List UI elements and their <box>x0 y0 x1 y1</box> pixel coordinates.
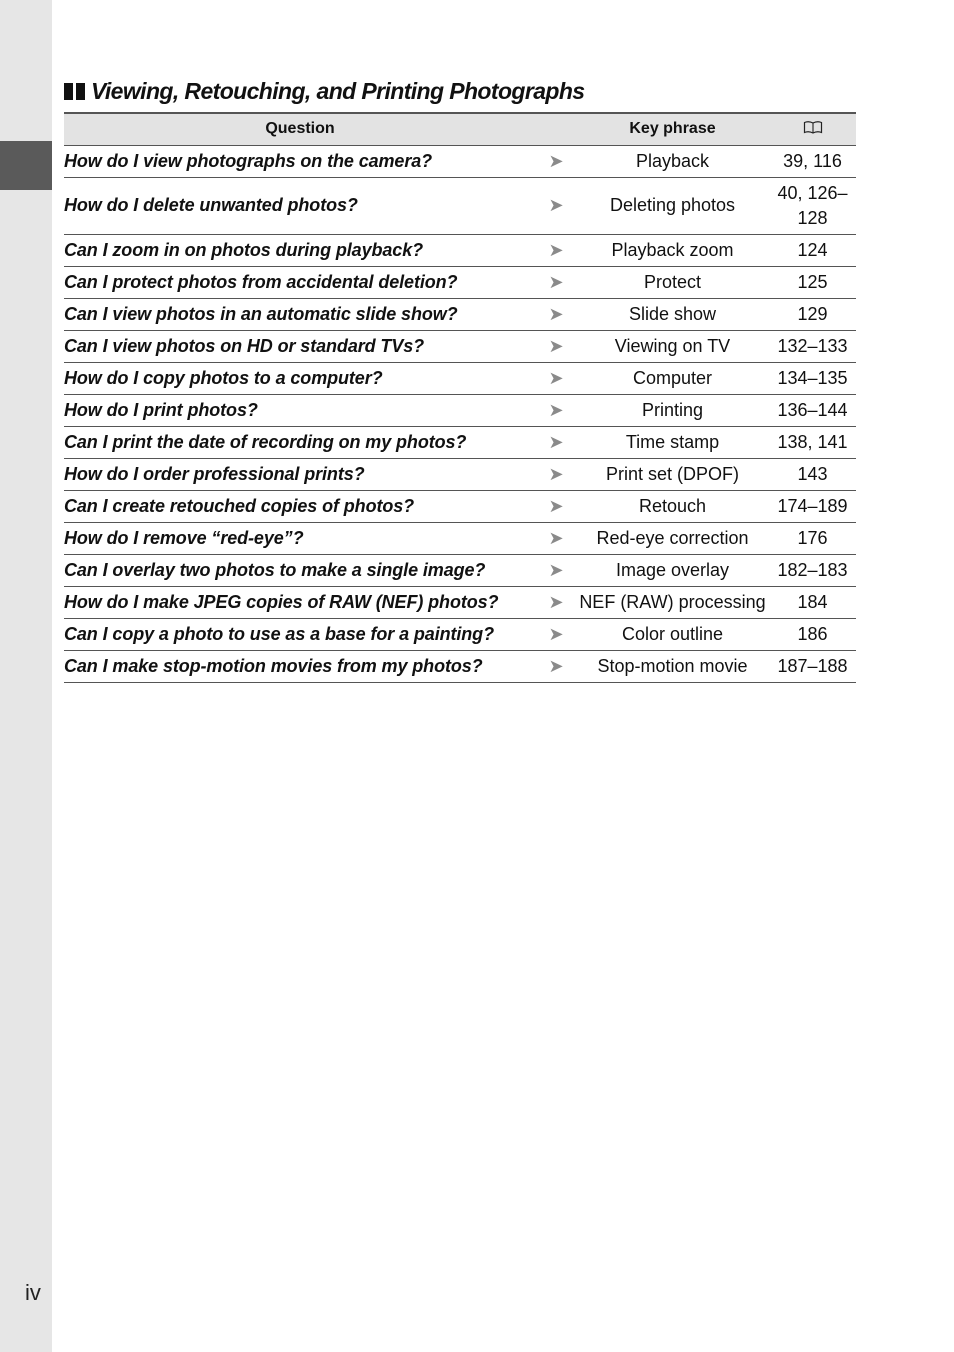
page-reference-cell: 184 <box>769 586 856 618</box>
key-phrase-cell: Red-eye correction <box>576 522 769 554</box>
arrow-icon: ➤ <box>536 394 576 426</box>
table-row <box>64 522 856 554</box>
key-phrase-cell: Printing <box>576 394 769 426</box>
section-heading <box>64 74 584 108</box>
side-margin-strip <box>0 0 52 1352</box>
arrow-icon: ➤ <box>536 145 576 177</box>
page-reference-cell: 176 <box>769 522 856 554</box>
question-cell: Can I view photos on HD or standard TVs? <box>64 330 536 362</box>
question-cell: Can I view photos in an automatic slide show? <box>64 298 536 330</box>
table-row <box>64 330 856 362</box>
table-row <box>64 426 856 458</box>
question-cell: Can I copy a photo to use as a base for a painting? <box>64 618 536 650</box>
table-row <box>64 145 856 177</box>
table-row <box>64 362 856 394</box>
page-reference-cell: 134–135 <box>769 362 856 394</box>
arrow-icon: ➤ <box>536 234 576 266</box>
header-arrow-spacer <box>536 113 576 145</box>
question-cell: How do I remove “red-eye”? <box>64 522 536 554</box>
table-row <box>64 554 856 586</box>
table-row <box>64 177 856 234</box>
page-reference-cell: 182–183 <box>769 554 856 586</box>
table-body <box>64 145 856 682</box>
key-phrase-cell: Viewing on TV <box>576 330 769 362</box>
key-phrase-cell: Computer <box>576 362 769 394</box>
table-row <box>64 650 856 682</box>
key-phrase-cell: Image overlay <box>576 554 769 586</box>
table-row <box>64 394 856 426</box>
arrow-icon: ➤ <box>536 554 576 586</box>
table-row <box>64 266 856 298</box>
key-phrase-cell: Protect <box>576 266 769 298</box>
table-row <box>64 586 856 618</box>
key-phrase-cell: Deleting photos <box>576 177 769 234</box>
key-phrase-cell: Playback <box>576 145 769 177</box>
section-title: Viewing, Retouching, and Printing Photographs <box>91 77 585 104</box>
page-number: iv <box>25 1280 41 1305</box>
question-cell: Can I zoom in on photos during playback? <box>64 234 536 266</box>
arrow-icon: ➤ <box>536 330 576 362</box>
page-reference-cell: 129 <box>769 298 856 330</box>
key-phrase-cell: Time stamp <box>576 426 769 458</box>
page-reference-cell: 39, 116 <box>769 145 856 177</box>
key-phrase-cell: Stop-motion movie <box>576 650 769 682</box>
header-key-phrase: Key phrase <box>629 120 716 138</box>
header-pages <box>769 113 856 145</box>
table-row <box>64 234 856 266</box>
arrow-icon: ➤ <box>536 177 576 234</box>
question-cell: How do I view photographs on the camera? <box>64 145 536 177</box>
question-cell: Can I print the date of recording on my photos? <box>64 426 536 458</box>
book-icon <box>803 120 823 134</box>
key-phrase-cell: Color outline <box>576 618 769 650</box>
key-phrase-cell: NEF (RAW) processing <box>576 586 769 618</box>
question-cell: How do I print photos? <box>64 394 536 426</box>
page-reference-cell: 187–188 <box>769 650 856 682</box>
table-header-row <box>64 113 856 145</box>
arrow-icon: ➤ <box>536 618 576 650</box>
arrow-icon: ➤ <box>536 298 576 330</box>
key-phrase-cell: Slide show <box>576 298 769 330</box>
arrow-icon: ➤ <box>536 266 576 298</box>
question-cell: Can I protect photos from accidental deletion? <box>64 266 536 298</box>
page-reference-cell: 143 <box>769 458 856 490</box>
question-cell: Can I create retouched copies of photos? <box>64 490 536 522</box>
table-row <box>64 458 856 490</box>
key-phrase-cell: Retouch <box>576 490 769 522</box>
question-table <box>64 112 856 683</box>
arrow-icon: ➤ <box>536 522 576 554</box>
header-question: Question <box>265 120 335 138</box>
page-reference-cell: 124 <box>769 234 856 266</box>
section-marker-icon <box>64 83 85 100</box>
arrow-icon: ➤ <box>536 458 576 490</box>
arrow-icon: ➤ <box>536 362 576 394</box>
page-reference-cell: 40, 126–128 <box>769 177 856 234</box>
page-reference-cell: 186 <box>769 618 856 650</box>
question-cell: Can I overlay two photos to make a single image? <box>64 554 536 586</box>
arrow-icon: ➤ <box>536 586 576 618</box>
table-row <box>64 618 856 650</box>
section-tab-marker <box>0 141 52 190</box>
page-reference-cell: 136–144 <box>769 394 856 426</box>
page-reference-cell: 174–189 <box>769 490 856 522</box>
arrow-icon: ➤ <box>536 490 576 522</box>
question-cell: How do I make JPEG copies of RAW (NEF) photos? <box>64 586 536 618</box>
arrow-icon: ➤ <box>536 650 576 682</box>
question-cell: How do I copy photos to a computer? <box>64 362 536 394</box>
question-cell: Can I make stop-motion movies from my photos? <box>64 650 536 682</box>
page-reference-cell: 125 <box>769 266 856 298</box>
page-reference-cell: 132–133 <box>769 330 856 362</box>
page-reference-cell: 138, 141 <box>769 426 856 458</box>
key-phrase-cell: Playback zoom <box>576 234 769 266</box>
table-row <box>64 490 856 522</box>
key-phrase-cell: Print set (DPOF) <box>576 458 769 490</box>
table-row <box>64 298 856 330</box>
question-cell: How do I delete unwanted photos? <box>64 177 536 234</box>
question-cell: How do I order professional prints? <box>64 458 536 490</box>
arrow-icon: ➤ <box>536 426 576 458</box>
